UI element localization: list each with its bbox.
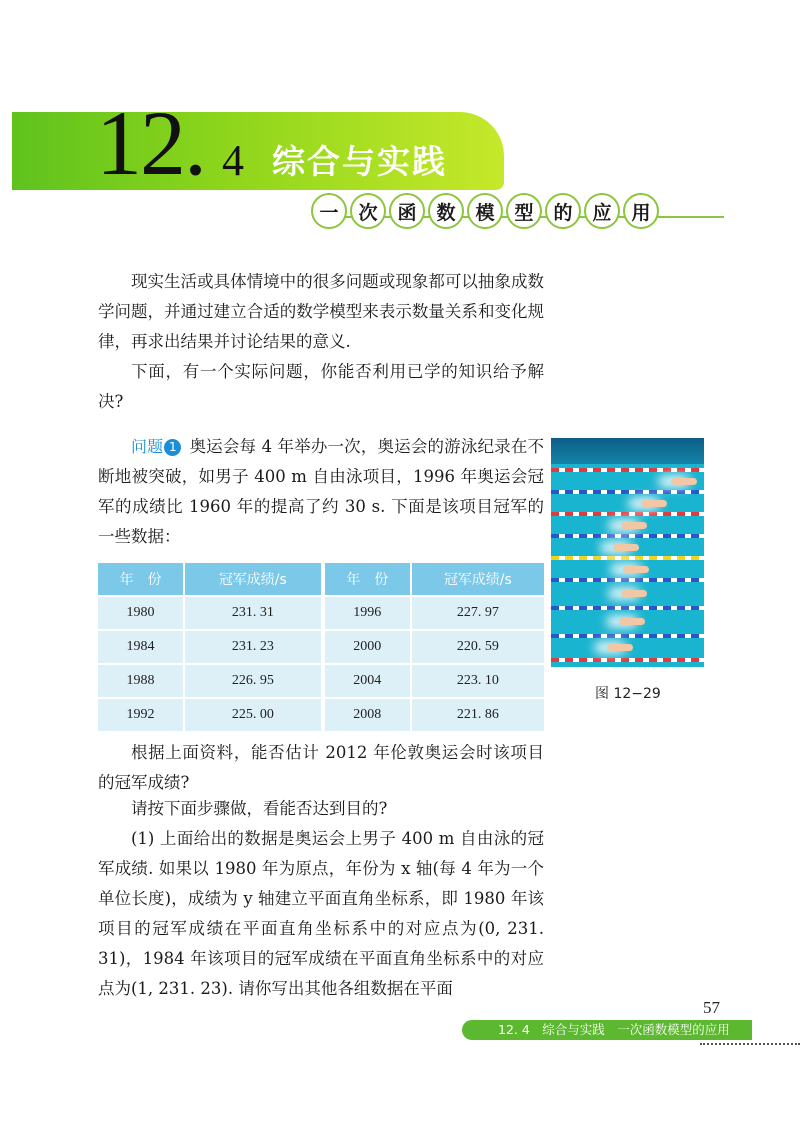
table-cell: 220. 59	[412, 629, 544, 663]
subtitle-char: 型	[506, 193, 542, 229]
subtitle-char: 的	[545, 193, 581, 229]
section-number-major: 12.	[96, 92, 205, 194]
column-header-time: 冠军成绩/s	[412, 563, 544, 595]
table-row	[98, 629, 544, 663]
table-header-row	[98, 563, 544, 595]
column-header-time: 冠军成绩/s	[185, 563, 325, 595]
table-cell: 223. 10	[412, 663, 544, 697]
table-cell: 1992	[98, 697, 185, 731]
lane-rope	[551, 658, 704, 662]
problem-paragraph	[98, 432, 544, 552]
table-row	[98, 663, 544, 697]
table-cell: 1996	[325, 595, 412, 629]
step-1-paragraph: (1) 上面给出的数据是奥运会上男子 400 m 自由泳的冠军成绩. 如果以 1980 年为原点，年份为 x 轴(每 4 年为一个单位长度)，成绩为 y 轴建立平面直角坐标系，即 1980 年该项目的冠军成绩在平面直角坐标系中的对应点为(0, 231. 31)，1984 年该项目的冠军成绩在平面直角坐标系中的对应点为(1, 231. 23). 请你写出其他各组数据在平面	[98, 829, 544, 998]
swimmer	[671, 478, 697, 485]
instruction-paragraph: 请按下面步骤做，看能否达到目的?	[131, 799, 388, 818]
lane-rope	[551, 468, 704, 472]
lane-rope	[551, 634, 704, 638]
swimmer	[641, 500, 667, 507]
table-cell: 221. 86	[412, 697, 544, 731]
section-subtitle	[311, 193, 659, 229]
lane-rope	[551, 490, 704, 494]
intro-paragraph: 现实生活或具体情境中的很多问题或现象都可以抽象成数学问题，并通过建立合适的数学模型来表示数量关系和变化规律，再求出结果并讨论结果的意义.	[98, 272, 544, 351]
running-head-text: 12. 4 综合与实践 一次函数模型的应用	[498, 1022, 730, 1037]
swimmer	[613, 544, 639, 551]
table-cell: 2004	[325, 663, 412, 697]
subtitle-char: 函	[389, 193, 425, 229]
section-number-minor: 4	[222, 136, 244, 185]
problem-text: 奥运会每 4 年举办一次，奥运会的游泳纪录在不断地被突破，如男子 400 m 自由泳项目，1996 年奥运会冠军的成绩比 1960 年的提高了约 30 s. 下面是该项目冠军的一些数据：	[98, 437, 544, 546]
table-cell: 231. 23	[185, 629, 325, 663]
figure-caption: 图 12−29	[595, 686, 661, 702]
swimmer	[621, 522, 647, 529]
subtitle-char: 一	[311, 193, 347, 229]
table-cell: 2008	[325, 697, 412, 731]
table-cell: 1988	[98, 663, 185, 697]
swimmer	[621, 590, 647, 597]
column-header-year: 年 份	[325, 563, 412, 595]
subtitle-char: 数	[428, 193, 464, 229]
lane-rope	[551, 512, 704, 516]
lane-rope	[551, 556, 704, 560]
subtitle-char: 模	[467, 193, 503, 229]
pool-wall	[551, 438, 704, 464]
swimming-pool-photo	[551, 438, 704, 667]
table-cell: 231. 31	[185, 595, 325, 629]
subtitle-char: 应	[584, 193, 620, 229]
intro-paragraph-2: 下面，有一个实际问题，你能否利用已学的知识给予解决?	[98, 362, 544, 411]
lane-rope	[551, 578, 704, 582]
table-cell: 1980	[98, 595, 185, 629]
swimmer	[607, 644, 633, 651]
footer-dotted-rule	[700, 1043, 800, 1045]
swimmer	[619, 618, 645, 625]
lane-rope	[551, 534, 704, 538]
table-cell: 227. 97	[412, 595, 544, 629]
table-row	[98, 595, 544, 629]
table-cell: 2000	[325, 629, 412, 663]
problem-label: 问题	[131, 437, 164, 456]
table-cell: 225. 00	[185, 697, 325, 731]
table-row	[98, 697, 544, 731]
question-paragraph: 根据上面资料，能否估计 2012 年伦敦奥运会时该项目的冠军成绩?	[98, 743, 544, 792]
column-header-year: 年 份	[98, 563, 185, 595]
section-title: 综合与实践	[272, 142, 447, 181]
champion-results-table	[98, 563, 544, 731]
swimmer	[623, 566, 649, 573]
problem-number-badge: 1	[164, 439, 181, 456]
page-number: 57	[703, 998, 720, 1017]
subtitle-char: 用	[623, 193, 659, 229]
lane-rope	[551, 606, 704, 610]
table-cell: 1984	[98, 629, 185, 663]
subtitle-char: 次	[350, 193, 386, 229]
table-cell: 226. 95	[185, 663, 325, 697]
